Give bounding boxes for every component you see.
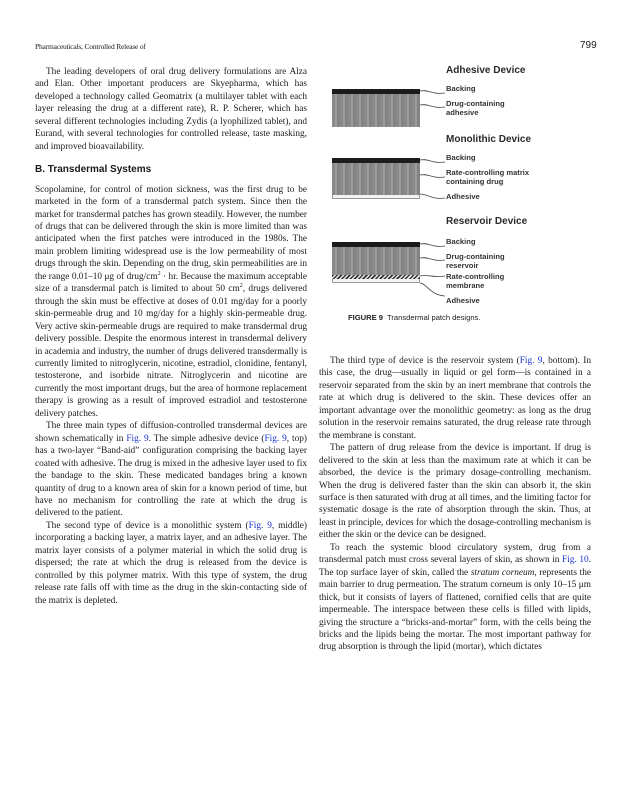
label-drug-containing-adhesive: Drug-containing adhesive (446, 99, 505, 117)
running-head: Pharmaceuticals, Controlled Release of (35, 42, 146, 51)
leader-line (420, 91, 446, 92)
reservoir-layer (332, 247, 420, 275)
page-number: 799 (580, 40, 597, 51)
adhesive-device-diagram (332, 89, 420, 127)
left-column (35, 66, 307, 607)
leader-line (420, 160, 446, 161)
monolithic-device-title: Monolithic Device (446, 134, 532, 145)
matrix-layer (332, 163, 420, 195)
reservoir-device-title: Reservoir Device (446, 216, 528, 227)
drug-adhesive-layer (332, 94, 420, 127)
label-backing: Backing (446, 237, 476, 246)
reservoir-device-diagram (332, 242, 420, 283)
paragraph: The three main types of diffusion-controlled transdermal devices are shown schematically in Fig. 9. The simple adhesive device (Fig. 9, top) has a two-layer “Band-aid” configuration comprising the backing layer coated with adhesive. The drug is mixed in the adhesive layer used to fix the bandage to the skin. These medicated bandages bring a known quantity of drug to a known area of skin for a known period of time, but have no mechanism for controlling the rate at which the drug is delivered to the patient. (35, 421, 308, 519)
label-backing: Backing (446, 84, 476, 93)
paragraph: The third type of device is the reservoir system (Fig. 9, bottom). In this case, the drug—usually in liquid or gel form—is contained in a reservoir separated from the skin by an inert membrane that controls the rate at which drug is delivered to the skin. These devices offer an important advantage over the monolithic geometry: as long as the drug solution in the reservoir remains saturated, the drug release rate through the membrane is constant. (319, 356, 591, 441)
figure-link[interactable]: Fig. 10 (562, 555, 589, 566)
adhesive-layer (332, 279, 420, 283)
leader-line (420, 196, 446, 197)
paragraph: The second type of device is a monolithic system (Fig. 9, middle) incorporating a backing layer, a matrix layer, and an adhesive layer. The matrix layer consists of a polymer material in which the solid drug is dispersed; the rate at which the drug is released from the device is controlled by this polymer matrix. With this type of system, the drug release rate falls off with time as the drug in the skin-contacting side of the matrix is depleted. (35, 520, 307, 606)
figure-label: FIGURE 9 (348, 313, 384, 322)
leader-line (420, 175, 446, 176)
figure-link[interactable]: Fig. 9 (248, 520, 272, 531)
paragraph: The leading developers of oral drug delivery formulations are Alza and Elan. Other important producers are Skyepharma, which has developed a technology called Geomatrix (a multilayer tablet with each layer releasing the drug at a different rate), R. P. Scherer, which has several different technologies including Zydis (a lyophilized tablet), and Eurand, with several technologies for controlled release, taste masking, and improved bioavailability. (35, 67, 307, 152)
figure-link[interactable]: Fig. 9 (519, 356, 543, 366)
figure-link[interactable]: Fig. 9 (126, 433, 149, 444)
label-rate-controlling-matrix: Rate-controlling matrix containing drug (446, 168, 530, 186)
label-adhesive: Adhesive (446, 296, 480, 305)
paragraph: Scopolamine, for control of motion sickness, was the first drug to be marketed in the form of a transdermal patch system. Since then the market for transdermal patches has grown steadily. However, the number of drugs that can be delivered through the skin is more limited than was anticipated when the first patches were introduced in the 1980s. The main problem limiting widespread use is the low permeability of most drugs through the skin. Depending on the drug, skin permeabilities are in the range 0.01–10 μg of drug/$cm^2$ · hr. Because the maximum acceptable size of a transdermal patch is limited to about 50 $cm^2$, drugs delivered through the skin must be effective at doses of 0.01 mg/day for a poorly skin-permeable drug and 10 mg/day for a highly skin-permeable drug. Very active skin-permeable drugs are required to make transdermal drug delivery possible. Despite the enormous interest in transdermal delivery in academia and industry, the number of drugs delivered transdermally is currently limited to nitroglycerin, nicotine, estradiol, clonidine, fentanyl, testosterone, and isorbide nitrate. Nitroglycerin and nicotine are currently the most important drugs, but the area of hormone replacement therapy is growing as a result of improved estradiol and testosterone delivery patches. (35, 184, 308, 419)
section-heading: B. Transdermal Systems (35, 164, 152, 176)
adhesive-layer (332, 195, 420, 199)
label-backing: Backing (446, 153, 476, 162)
right-column (319, 355, 591, 654)
leader-line (420, 258, 446, 259)
monolithic-device-diagram (332, 158, 420, 199)
adhesive-device-title: Adhesive Device (446, 65, 526, 76)
leader-line (420, 244, 446, 245)
label-drug-containing-reservoir: Drug-containing reservoir (446, 252, 505, 270)
label-rate-controlling-membrane: Rate-controlling membrane (446, 272, 505, 290)
label-adhesive: Adhesive (446, 192, 480, 201)
figure-caption: FIGURE 9 Transdermal patch designs. (348, 313, 481, 322)
paragraph: The pattern of drug release from the device is important. If drug is delivered to the skin at less than the maximum rate at which it can be absorbed, the device is the primary dosage-controlling mechanism. When the drug is delivered faster than the skin can absorb it, the skin surface is then saturated with drug at all times, and the limiting factor for systematic dosage is the rate of absorption through the skin. Thus, at least in principle, devices for which the dosage-controlling mechanism is either the skin or the device can be designed. (319, 443, 591, 541)
figure-9 (328, 60, 588, 330)
leader-line (420, 105, 446, 106)
figure-link[interactable]: Fig. 9 (264, 433, 287, 444)
leader-line (420, 284, 446, 285)
leader-line (420, 276, 446, 277)
paragraph: To reach the systemic blood circulatory system, drug from a transdermal patch must cross several layers of skin, as shown in Fig. 10. The top surface layer of skin, called the stratum corneum, represents the main barrier to drug permeation. The stratum corneum is only 10–15 μm thick, but it consists of layers of flattened, cornified cells that are quite impermeable. The interspace between these cells is filled with lipids, giving the structure a “bricks-and-mortar” form, with the cells being the bricks and the lipids being the mortar. The most important pathway for drug absorption is through the lipid (mortar), which dictates (319, 542, 591, 653)
